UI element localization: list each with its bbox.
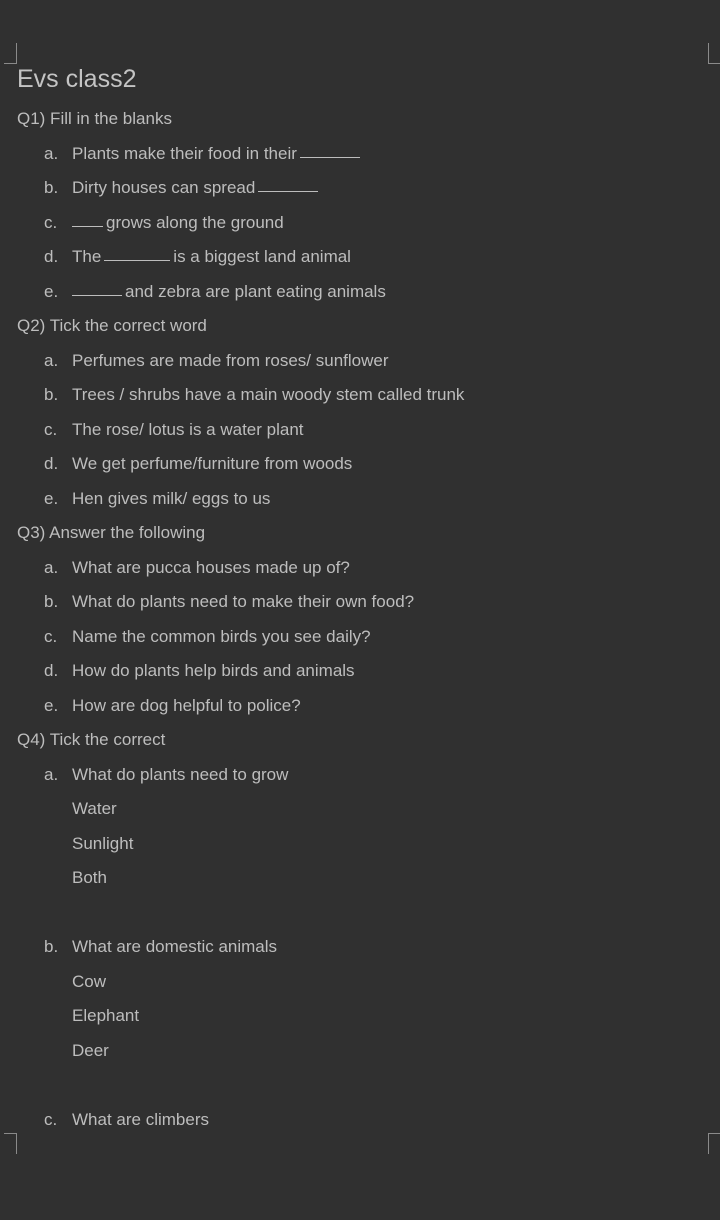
- q3-item-e-letter: e.: [44, 696, 59, 715]
- q2-item-c: The rose/ lotus is a water plant: [72, 420, 304, 439]
- q4-item-c-letter: c.: [44, 1110, 58, 1129]
- q1-item-e-letter: e.: [44, 282, 59, 301]
- answer-blank: [104, 259, 170, 261]
- q4-item-b-option: Cow: [72, 972, 107, 991]
- q1-item-a-letter: a.: [44, 144, 59, 163]
- q2-item-e-letter: e.: [44, 489, 59, 508]
- page-corner-mark-bottom-left: [4, 1133, 17, 1154]
- q2-item-c-letter: c.: [44, 420, 58, 439]
- q2-item-d-letter: d.: [44, 454, 59, 473]
- q3-heading: Q3) Answer the following: [17, 523, 206, 542]
- q2-item-e: Hen gives milk/ eggs to us: [72, 489, 271, 508]
- q4-item-a-letter: a.: [44, 765, 59, 784]
- answer-blank: [72, 294, 122, 296]
- q3-item-d: How do plants help birds and animals: [72, 661, 355, 680]
- page-corner-mark-top-left: [4, 43, 17, 64]
- q2-item-a-letter: a.: [44, 351, 59, 370]
- q1-item-e: and zebra are plant eating animals: [69, 282, 386, 302]
- q4-item-a-option: Both: [72, 868, 107, 887]
- q4-item-b: What are domestic animals: [72, 937, 278, 956]
- q2-item-b-letter: b.: [44, 385, 59, 404]
- q3-item-e: How are dog helpful to police?: [72, 696, 301, 715]
- q1-heading: Q1) Fill in the blanks: [17, 109, 172, 128]
- answer-blank: [258, 190, 318, 192]
- q2-item-d: We get perfume/furniture from woods: [72, 454, 353, 473]
- q4-item-b-option: Elephant: [72, 1006, 140, 1025]
- q3-item-c-letter: c.: [44, 627, 58, 646]
- q4-item-b-letter: b.: [44, 937, 59, 956]
- q2-item-b: Trees / shrubs have a main woody stem called trunk: [72, 385, 465, 404]
- q4-item-b-option: Deer: [72, 1041, 109, 1060]
- q1-item-c: grows along the ground: [69, 213, 284, 233]
- q1-item-b: Dirty houses can spread: [72, 178, 321, 198]
- q4-item-a-option: Water: [72, 799, 117, 818]
- page-corner-mark-bottom-right: [708, 1133, 720, 1154]
- answer-blank: [72, 225, 103, 227]
- q1-item-d: The is a biggest land animal: [72, 247, 351, 266]
- q2-item-a: Perfumes are made from roses/ sunflower: [72, 351, 389, 370]
- q1-item-d-letter: d.: [44, 247, 59, 266]
- q1-item-b-letter: b.: [44, 178, 59, 197]
- q2-heading: Q2) Tick the correct word: [17, 316, 207, 335]
- q3-item-b-letter: b.: [44, 592, 59, 611]
- q3-item-c: Name the common birds you see daily?: [72, 627, 371, 646]
- answer-blank: [300, 156, 360, 158]
- q4-heading: Q4) Tick the correct: [17, 730, 166, 749]
- q3-item-a-letter: a.: [44, 558, 59, 577]
- document-title: Evs class2: [17, 65, 137, 93]
- q3-item-d-letter: d.: [44, 661, 59, 680]
- q4-item-c: What are climbers: [72, 1110, 209, 1129]
- q4-item-a: What do plants need to grow: [72, 765, 289, 784]
- q1-item-a: Plants make their food in their: [72, 144, 363, 164]
- page-corner-mark-top-right: [708, 43, 720, 64]
- q4-item-a-option: Sunlight: [72, 834, 134, 853]
- q3-item-b: What do plants need to make their own food?: [72, 592, 415, 611]
- q1-item-c-letter: c.: [44, 213, 58, 232]
- q3-item-a: What are pucca houses made up of?: [72, 558, 350, 577]
